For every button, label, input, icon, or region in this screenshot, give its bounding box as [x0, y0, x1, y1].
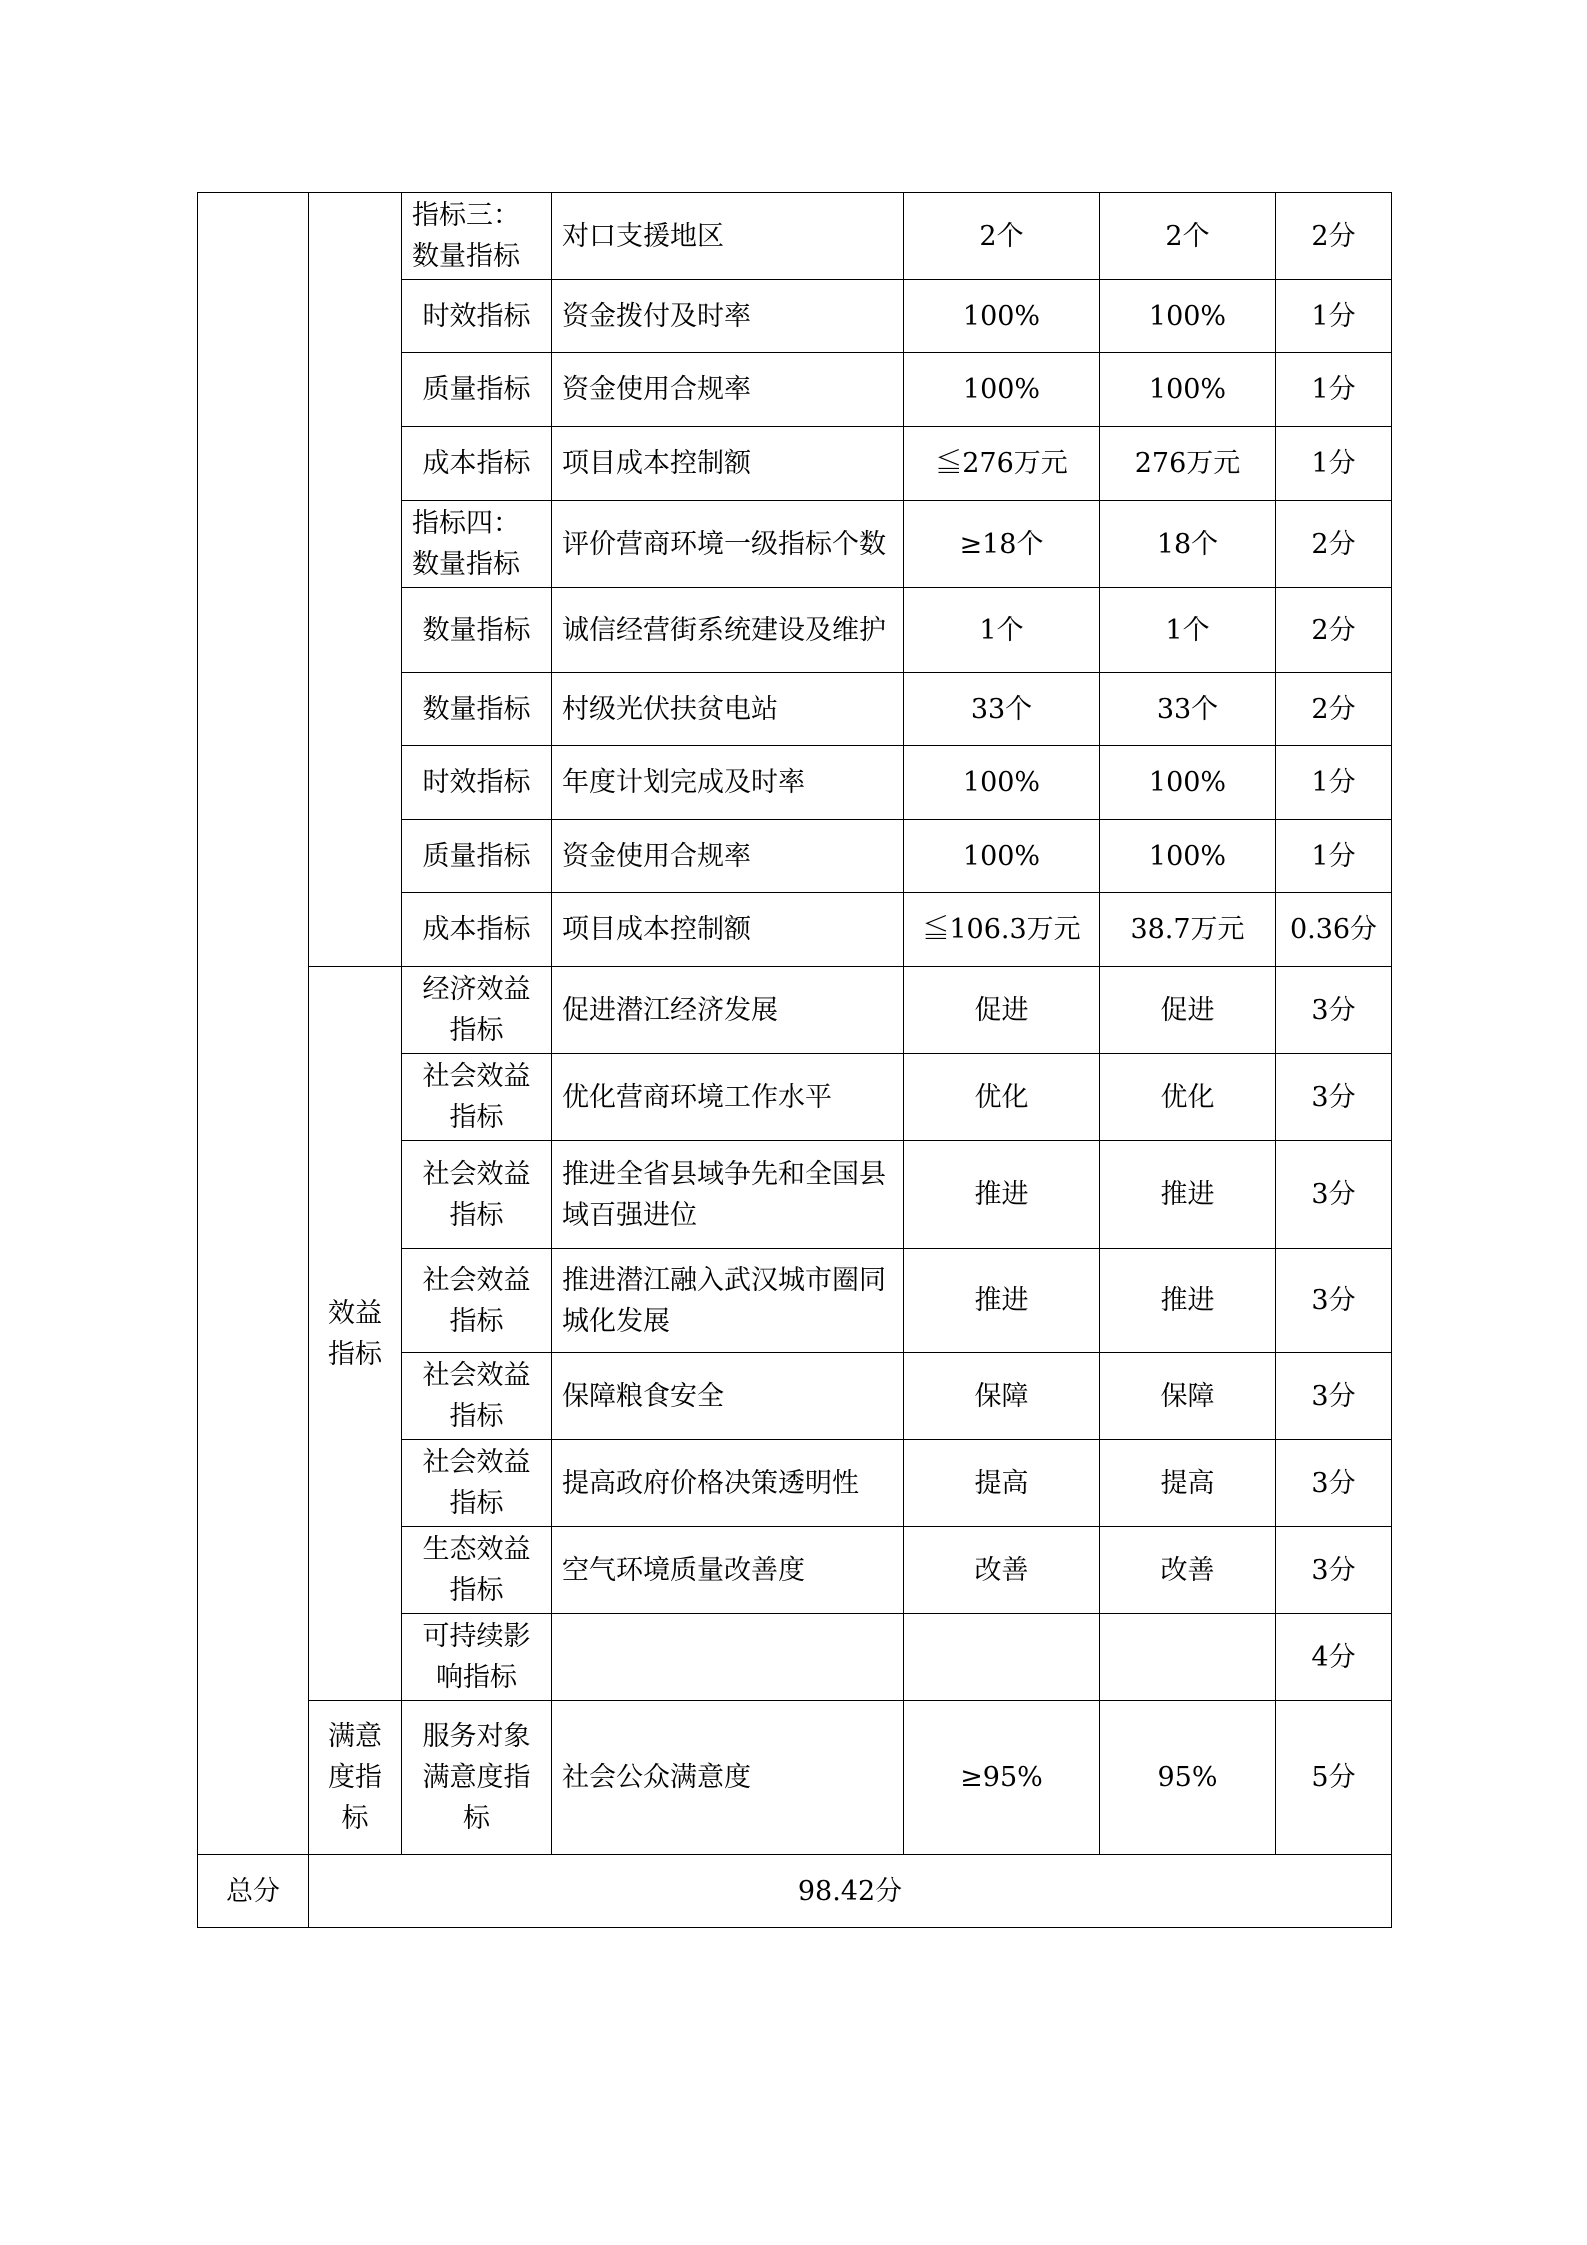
- performance-table: [197, 192, 1392, 1928]
- level3-cell: 质量指标: [402, 820, 552, 893]
- benefit-section-label: 效益指标: [309, 967, 402, 1701]
- score-cell: 3分: [1276, 1249, 1392, 1353]
- actual-cell: 38.7万元: [1100, 893, 1276, 967]
- actual-cell: 2个: [1100, 193, 1276, 280]
- actual-cell: 1个: [1100, 588, 1276, 673]
- content-cell: 资金使用合规率: [552, 353, 904, 427]
- target-cell: 改善: [904, 1527, 1100, 1614]
- level3-cell: 指标三：数量指标: [402, 193, 552, 280]
- level3-cell: 质量指标: [402, 353, 552, 427]
- target-cell: 1个: [904, 588, 1100, 673]
- satisfaction-section-label: 满意度指标: [309, 1701, 402, 1855]
- level2-cell-empty: [309, 193, 402, 967]
- actual-cell: 100%: [1100, 280, 1276, 353]
- content-cell: 提高政府价格决策透明性: [552, 1440, 904, 1527]
- target-cell: 100%: [904, 820, 1100, 893]
- content-cell: 年度计划完成及时率: [552, 746, 904, 820]
- content-cell: 项目成本控制额: [552, 893, 904, 967]
- actual-cell: 推进: [1100, 1249, 1276, 1353]
- actual-cell: 推进: [1100, 1141, 1276, 1249]
- table-row: [198, 1701, 1392, 1855]
- score-cell: 0.36分: [1276, 893, 1392, 967]
- level3-cell: 数量指标: [402, 673, 552, 746]
- total-label: 总分: [198, 1855, 309, 1928]
- target-cell: ≥95%: [904, 1701, 1100, 1855]
- score-cell: 3分: [1276, 1054, 1392, 1141]
- actual-cell: 改善: [1100, 1527, 1276, 1614]
- actual-cell: 100%: [1100, 353, 1276, 427]
- content-cell: 项目成本控制额: [552, 427, 904, 501]
- target-cell: 保障: [904, 1353, 1100, 1440]
- actual-cell: [1100, 1614, 1276, 1701]
- score-cell: 1分: [1276, 746, 1392, 820]
- level3-cell: 服务对象满意度指标: [402, 1701, 552, 1855]
- content-cell: 对口支援地区: [552, 193, 904, 280]
- content-cell: 资金使用合规率: [552, 820, 904, 893]
- target-cell: 33个: [904, 673, 1100, 746]
- target-cell: [904, 1614, 1100, 1701]
- score-cell: 1分: [1276, 820, 1392, 893]
- score-cell: 4分: [1276, 1614, 1392, 1701]
- level3-cell: 时效指标: [402, 280, 552, 353]
- content-cell: 保障粮食安全: [552, 1353, 904, 1440]
- score-cell: 2分: [1276, 501, 1392, 588]
- content-cell: 社会公众满意度: [552, 1701, 904, 1855]
- score-cell: 2分: [1276, 588, 1392, 673]
- content-cell: 诚信经营街系统建设及维护: [552, 588, 904, 673]
- level3-cell: 社会效益指标: [402, 1249, 552, 1353]
- level3-cell: 时效指标: [402, 746, 552, 820]
- score-cell: 5分: [1276, 1701, 1392, 1855]
- score-cell: 1分: [1276, 280, 1392, 353]
- content-cell: 优化营商环境工作水平: [552, 1054, 904, 1141]
- content-cell: [552, 1614, 904, 1701]
- target-cell: 2个: [904, 193, 1100, 280]
- content-cell: 空气环境质量改善度: [552, 1527, 904, 1614]
- target-cell: 提高: [904, 1440, 1100, 1527]
- target-cell: 100%: [904, 746, 1100, 820]
- target-cell: ≦106.3万元: [904, 893, 1100, 967]
- actual-cell: 保障: [1100, 1353, 1276, 1440]
- total-value: 98.42分: [309, 1855, 1392, 1928]
- target-cell: 100%: [904, 280, 1100, 353]
- target-cell: 优化: [904, 1054, 1100, 1141]
- content-cell: 推进全省县域争先和全国县域百强进位: [552, 1141, 904, 1249]
- score-cell: 3分: [1276, 1141, 1392, 1249]
- level1-cell-empty: [198, 193, 309, 1855]
- target-cell: 推进: [904, 1141, 1100, 1249]
- actual-cell: 促进: [1100, 967, 1276, 1054]
- level3-cell: 社会效益指标: [402, 1353, 552, 1440]
- target-cell: 推进: [904, 1249, 1100, 1353]
- table-row: [198, 967, 1392, 1054]
- actual-cell: 18个: [1100, 501, 1276, 588]
- actual-cell: 优化: [1100, 1054, 1276, 1141]
- score-cell: 1分: [1276, 353, 1392, 427]
- score-cell: 3分: [1276, 1353, 1392, 1440]
- target-cell: ≥18个: [904, 501, 1100, 588]
- actual-cell: 提高: [1100, 1440, 1276, 1527]
- target-cell: 促进: [904, 967, 1100, 1054]
- level3-cell: 指标四：数量指标: [402, 501, 552, 588]
- content-cell: 推进潜江融入武汉城市圈同城化发展: [552, 1249, 904, 1353]
- score-cell: 3分: [1276, 967, 1392, 1054]
- level3-cell: 可持续影响指标: [402, 1614, 552, 1701]
- score-cell: 1分: [1276, 427, 1392, 501]
- level3-cell: 社会效益指标: [402, 1141, 552, 1249]
- score-cell: 3分: [1276, 1527, 1392, 1614]
- target-cell: ≦276万元: [904, 427, 1100, 501]
- level3-cell: 成本指标: [402, 427, 552, 501]
- level3-cell: 经济效益指标: [402, 967, 552, 1054]
- actual-cell: 100%: [1100, 820, 1276, 893]
- content-cell: 村级光伏扶贫电站: [552, 673, 904, 746]
- level3-cell: 生态效益指标: [402, 1527, 552, 1614]
- level3-cell: 社会效益指标: [402, 1054, 552, 1141]
- level3-cell: 社会效益指标: [402, 1440, 552, 1527]
- content-cell: 资金拨付及时率: [552, 280, 904, 353]
- total-row: [198, 1855, 1392, 1928]
- actual-cell: 33个: [1100, 673, 1276, 746]
- level3-cell: 数量指标: [402, 588, 552, 673]
- content-cell: 促进潜江经济发展: [552, 967, 904, 1054]
- actual-cell: 276万元: [1100, 427, 1276, 501]
- target-cell: 100%: [904, 353, 1100, 427]
- score-cell: 3分: [1276, 1440, 1392, 1527]
- content-cell: 评价营商环境一级指标个数: [552, 501, 904, 588]
- score-cell: 2分: [1276, 673, 1392, 746]
- score-cell: 2分: [1276, 193, 1392, 280]
- actual-cell: 95%: [1100, 1701, 1276, 1855]
- actual-cell: 100%: [1100, 746, 1276, 820]
- level3-cell: 成本指标: [402, 893, 552, 967]
- table-row: [198, 193, 1392, 280]
